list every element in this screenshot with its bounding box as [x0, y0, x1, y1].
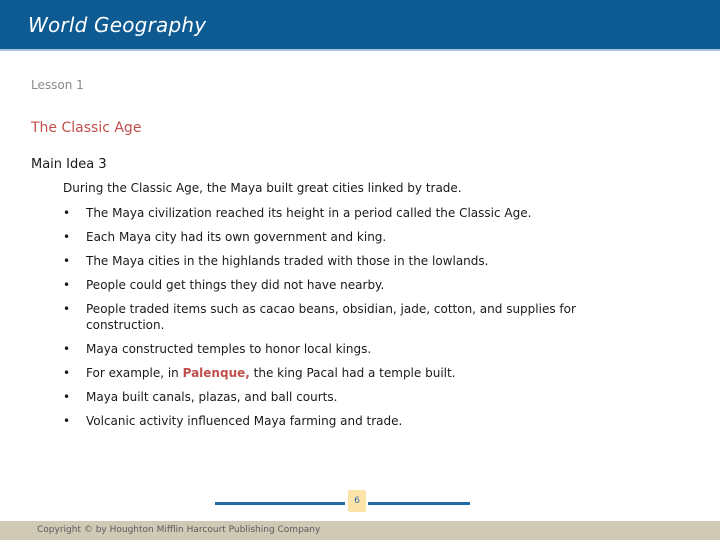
- bullet-text: The Maya civilization reached its height in a period called the Classic Age.: [86, 206, 532, 220]
- palenque-highlight: Palenque,: [182, 366, 250, 380]
- slide-header-title: World Geography: [28, 13, 207, 37]
- bullet-text: People traded items such as cacao beans, obsidian, jade, cotton, and supplies for construction.: [86, 302, 576, 332]
- bullet-item: [63, 229, 603, 245]
- copyright-text: Copyright © by Houghton Mifflin Harcourt Publishing Company: [37, 525, 321, 535]
- header-divider: [0, 49, 720, 51]
- bullet-item: [63, 277, 603, 293]
- bullet-item: [63, 341, 603, 357]
- bullet-icon: •: [63, 366, 71, 380]
- intro-text: During the Classic Age, the Maya built great cities linked by trade.: [63, 181, 462, 195]
- bullet-item: [63, 205, 603, 221]
- bullet-icon: •: [63, 414, 71, 428]
- bullet-text: Each Maya city had its own government and king.: [86, 230, 387, 244]
- bullet-icon: •: [63, 302, 71, 316]
- bullet-text-before: For example, in: [86, 366, 183, 380]
- footer-divider-left: [215, 502, 345, 505]
- bullet-icon: •: [63, 230, 71, 244]
- bullet-item: [63, 413, 603, 429]
- bullet-text: Maya constructed temples to honor local kings.: [86, 342, 372, 356]
- bullet-icon: •: [63, 390, 71, 404]
- bullet-item: [63, 389, 603, 405]
- bullet-list: [63, 205, 603, 437]
- bullet-text: The Maya cities in the highlands traded with those in the lowlands.: [86, 254, 489, 268]
- bullet-text-after: the king Pacal had a temple built.: [249, 366, 456, 380]
- bullet-icon: •: [63, 342, 71, 356]
- bullet-text: Volcanic activity influenced Maya farming and trade.: [86, 414, 403, 428]
- bullet-icon: •: [63, 254, 71, 268]
- lesson-label: Lesson 1: [31, 78, 84, 92]
- bullet-item: [63, 365, 603, 381]
- page-number: 6: [348, 490, 366, 512]
- bullet-text: Maya built canals, plazas, and ball courts.: [86, 390, 338, 404]
- footer-divider-right: [368, 502, 470, 505]
- bullet-icon: •: [63, 278, 71, 292]
- bullet-text: People could get things they did not have nearby.: [86, 278, 385, 292]
- bullet-item: [63, 253, 603, 269]
- bullet-icon: •: [63, 206, 71, 220]
- bullet-item: [63, 301, 603, 333]
- main-idea-heading: Main Idea 3: [31, 157, 107, 172]
- section-title: The Classic Age: [31, 120, 142, 136]
